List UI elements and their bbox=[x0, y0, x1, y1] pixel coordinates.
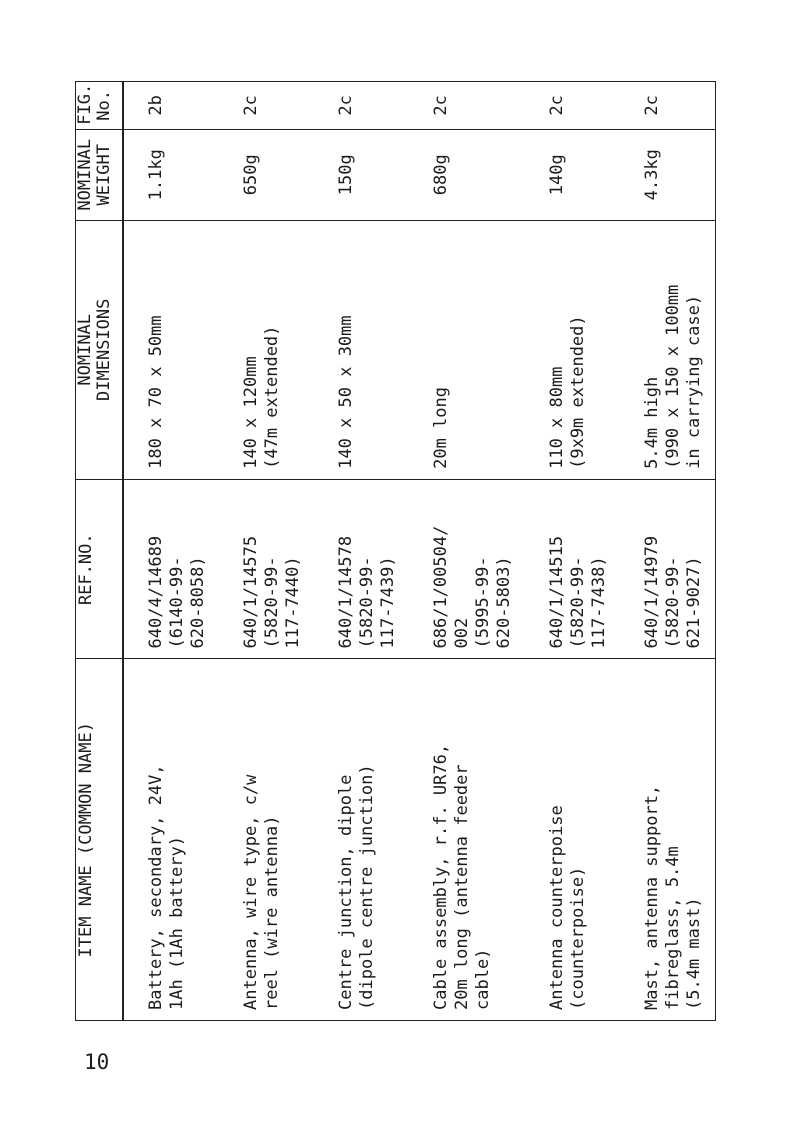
table-header-row bbox=[76, 82, 124, 1021]
header-item-name: ITEM NAME (COMMON NAME) bbox=[76, 659, 124, 1021]
page-number: 10 bbox=[84, 1050, 110, 1074]
equipment-table bbox=[75, 81, 716, 1021]
cell-dimensions: 140 x 120mm (47m extended) bbox=[219, 220, 314, 479]
header-dimensions: NOMINAL DIMENSIONS bbox=[76, 220, 124, 479]
cell-weight: 680g bbox=[409, 129, 525, 220]
cell-ref-no: 686/1/00504/ 002 (5995-99- 620-5803) bbox=[409, 479, 525, 659]
header-weight: NOMINAL WEIGHT bbox=[76, 129, 124, 220]
cell-ref-no: 640/1/14979 (5820-99- 621-9027) bbox=[620, 479, 716, 659]
cell-fig-no: 2c bbox=[525, 82, 620, 130]
cell-fig-no: 2c bbox=[314, 82, 409, 130]
cell-item-name: Antenna counterpoise (counterpoise) bbox=[525, 659, 620, 1021]
cell-dimensions: 140 x 50 x 30mm bbox=[314, 220, 409, 479]
table-row bbox=[219, 82, 314, 1021]
cell-item-name: Centre junction, dipole (dipole centre junction) bbox=[314, 659, 409, 1021]
cell-dimensions: 180 x 70 x 50mm bbox=[123, 220, 219, 479]
cell-ref-no: 640/1/14578 (5820-99- 117-7439) bbox=[314, 479, 409, 659]
table-row bbox=[620, 82, 716, 1021]
cell-fig-no: 2c bbox=[620, 82, 716, 130]
cell-dimensions: 20m long bbox=[409, 220, 525, 479]
table-row bbox=[409, 82, 525, 1021]
cell-ref-no: 640/4/14689 (6140-99- 620-8058) bbox=[123, 479, 219, 659]
cell-fig-no: 2c bbox=[409, 82, 525, 130]
cell-item-name: Mast, antenna support, fibreglass, 5.4m (5.4m mast) bbox=[620, 659, 716, 1021]
cell-dimensions: 110 x 80mm (9x9m extended) bbox=[525, 220, 620, 479]
cell-weight: 140g bbox=[525, 129, 620, 220]
header-ref-no: REF.NO. bbox=[76, 479, 124, 659]
equipment-table-rotated bbox=[75, 81, 705, 1021]
cell-ref-no: 640/1/14515 (5820-99- 117-7438) bbox=[525, 479, 620, 659]
cell-weight: 1.1kg bbox=[123, 129, 219, 220]
cell-fig-no: 2c bbox=[219, 82, 314, 130]
header-fig-no: FIG. No. bbox=[76, 82, 124, 130]
cell-dimensions: 5.4m high (990 x 150 x 100mm in carrying case) bbox=[620, 220, 716, 479]
table-row bbox=[525, 82, 620, 1021]
cell-item-name: Antenna, wire type, c/w reel (wire antenna) bbox=[219, 659, 314, 1021]
table-row bbox=[123, 82, 219, 1021]
cell-weight: 4.3kg bbox=[620, 129, 716, 220]
cell-weight: 650g bbox=[219, 129, 314, 220]
cell-weight: 150g bbox=[314, 129, 409, 220]
cell-fig-no: 2b bbox=[123, 82, 219, 130]
cell-item-name: Battery, secondary, 24V, 1Ah (1Ah battery) bbox=[123, 659, 219, 1021]
cell-item-name: Cable assembly, r.f. UR76, 20m long (antenna feeder cable) bbox=[409, 659, 525, 1021]
cell-ref-no: 640/1/14575 (5820-99- 117-7440) bbox=[219, 479, 314, 659]
table-row bbox=[314, 82, 409, 1021]
